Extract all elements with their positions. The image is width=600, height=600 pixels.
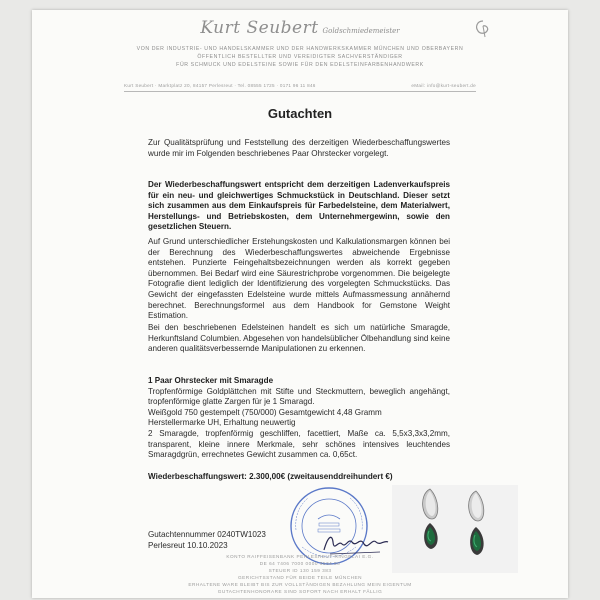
document-page — [32, 10, 568, 598]
intro-paragraph: Zur Qualitätsprüfung und Feststellung des derzeitigen Wiederbeschaffungswertes wurde mir im Folgenden beschriebenes Paar Ohrstecker vorgelegt. — [148, 138, 450, 158]
gemstone-paragraph: Bei den beschriebenen Edelsteinen handelt es sich um natürliche Smaragde, Herkunftsland Columbien. Abgesehen von handelsüblicher Ölbehandlung sind keine anderen qualitätsverbessernde Manipulationen zu erkennen. — [148, 323, 450, 354]
item-line-3: Herstellermarke UH, Erhaltung neuwertig — [148, 418, 296, 428]
letterhead-line-1: VON DER INDUSTRIE- UND HANDELSKAMMER UND DER HANDWERKSKAMMER MÜNCHEN UND OBERBAYERN — [136, 46, 464, 52]
earrings-photo — [392, 485, 518, 573]
item-line-2: Weißgold 750 gestempelt (750/000) Gesamtgewicht 4,48 Gramm — [148, 407, 382, 417]
item-line-1: Tropfenförmige Goldplättchen mit Stifte und Steckmuttern, beweglich angehängt, tropfenförmige glatte Zargen für je 1 Smaragd. — [148, 386, 450, 407]
document-title: Gutachten — [267, 106, 333, 121]
report-number: Gutachtennummer 0240TW1023 — [148, 530, 266, 539]
item-description — [148, 376, 450, 461]
letterhead-address: Kurt Seubert · Marktplatz 20, 84157 Perlesreut · Tel. 08555 1725 · 0171 96 11 846 — [124, 83, 316, 88]
item-line-4: 2 Smaragde, tropfenförmig geschliffen, facettiert, Maße ca. 5,5x3,3x3,2mm, transparent, kleine innere Merkmale, sehr schönes intensives leuchtendes Smaragdgrün, errechnetes Gewicht zusammen ca. 0,65ct. — [148, 428, 450, 460]
letterhead-email: eMail: info@kurt-seubert.de — [411, 83, 476, 88]
letterhead-emblem-icon — [472, 18, 494, 40]
letterhead-name: Kurt Seubert — [200, 18, 319, 38]
address-divider — [124, 91, 476, 92]
definition-paragraph: Der Wiederbeschaffungswert entspricht dem derzeitigen Ladenverkaufspreis für ein neu- und gleichwertiges Schmuckstück in Deutschland. Dieser setzt sich zusammen aus dem Einkaufspreis für Farbedelsteine, dem Materialwert, Herstellungs- und Betriebskosten, dem Unternehmergewinn, sowie den gesetzlichen Steuern. — [148, 180, 450, 232]
footer-tax-id: STEUER ID 130 159 383 — [268, 568, 332, 573]
letterhead-line-3: FÜR SCHMUCK UND EDELSTEINE SOWIE FÜR DEN EDELSTEINFARBENHANDWERK — [176, 62, 424, 68]
letterhead-subtitle: Goldschmiedemeister — [322, 27, 400, 35]
place-date: Perlesreut 10.10.2023 — [148, 541, 228, 550]
letterhead-address-row — [124, 83, 476, 88]
footer-iban: DE 64 7406 7000 0000 3534 50 — [259, 561, 341, 566]
footer-bank: KONTO RAIFFEISENBANK PERLESREUT-RINGELAI E.G. — [226, 554, 374, 559]
footer-ownership: ERHALTENE WARE BLEIBT BIS ZUR VOLLSTÄNDIGEN BEZAHLUNG MEIN EIGENTUM — [188, 582, 412, 587]
item-heading: 1 Paar Ohrstecker mit Smaragde — [148, 376, 274, 385]
footer-jurisdiction: GERICHTSSTAND FÜR BEIDE TEILE MÜNCHEN — [237, 575, 363, 580]
method-paragraph: Auf Grund unterschiedlicher Erstehungskosten und Kalkulationsmargen können bei der Berechnung des Wiederbeschaffungswertes abweichende Ergebnisse entstehen. Punzierte Feingehaltsbezeichnungen werden als korrekt gegeben übernommen. Bei Bedarf wird eine Säurestrichprobe vorgenommen. Die beigelegte Fotografie dient lediglich der Identifizierung des vorgelegten Schmuckstücks. Das Gewicht der eingefassten Edelsteine wurde mittels Aufmassmessung annähernd berechnet. Berechnungsformel aus dem Handbook for Gemstone Weight Estimation. — [148, 237, 450, 321]
footer-fees: GUTACHTENHONORARE SIND SOFORT NACH ERHALT FÄLLIG — [217, 589, 383, 594]
letterhead-line-2: ÖFFENTLICH BESTELLTER UND VEREIDIGTER SACHVERSTÄNDIGER — [197, 54, 403, 60]
replacement-value: Wiederbeschaffungswert: 2.300,00€ (zweitausenddreihundert €) — [148, 472, 393, 481]
